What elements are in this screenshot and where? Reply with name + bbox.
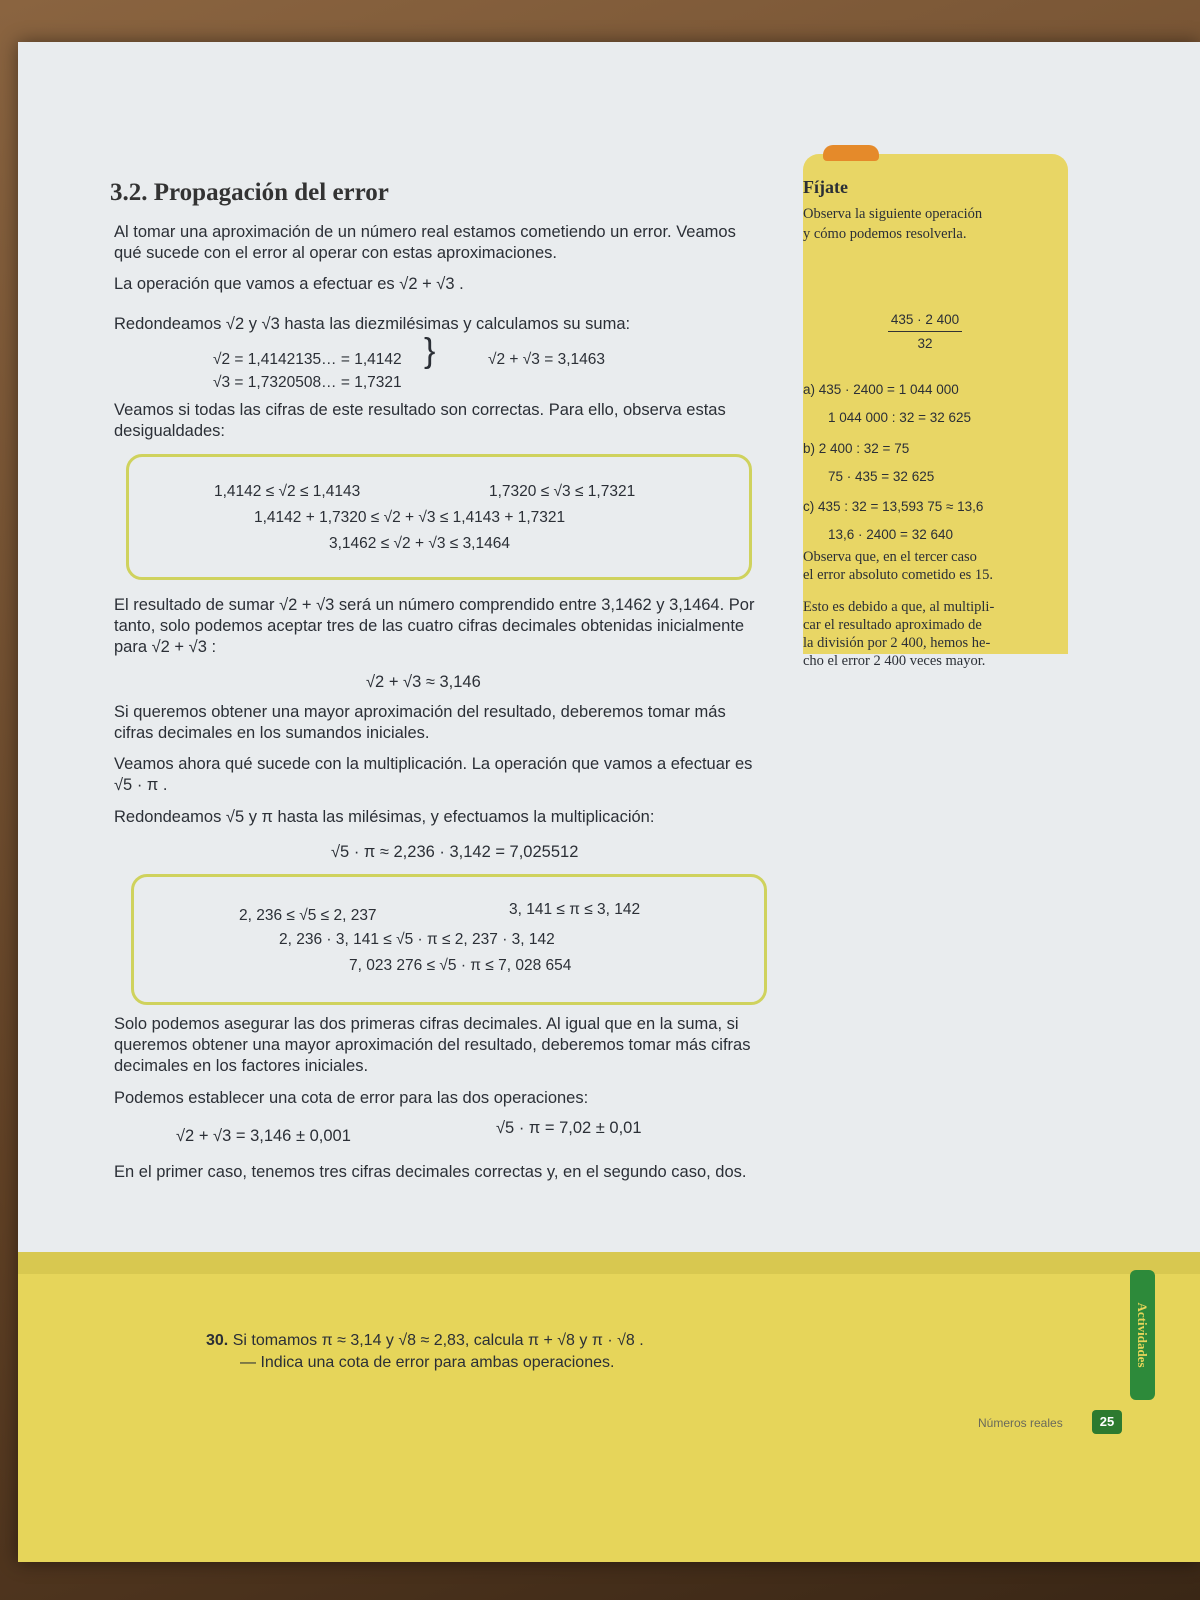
sidebar-fraction: [888, 311, 962, 352]
case-a-line1: a) 435 · 2400 = 1 044 000: [803, 382, 959, 397]
case-b-line1: b) 2 400 : 32 = 75: [803, 441, 910, 456]
inequality-sqrt2: 1,4142 ≤ √2 ≤ 1,4143: [214, 483, 361, 500]
operation-paragraph: La operación que vamos a efectuar es √2 + √3 .: [114, 275, 464, 293]
sum-approximation: √2 + √3 ≈ 3,146: [366, 673, 481, 691]
sqrt3-rounding: √3 = 1,7320508… = 1,7321: [213, 374, 402, 391]
activity-number: 30.: [206, 1332, 229, 1349]
activity-30: [206, 1332, 644, 1350]
case-c-line2: 13,6 · 2400 = 32 640: [828, 527, 953, 542]
case-b-line2: 75 · 435 = 32 625: [828, 469, 935, 484]
product-approximation: √5 · π ≈ 2,236 · 3,142 = 7,025512: [331, 843, 579, 861]
product-error-bound: √5 · π = 7,02 ± 0,01: [496, 1119, 642, 1137]
decimals-paragraph: Solo podemos asegurar las dos primeras cifras decimales. Al igual que en la suma, si queremos obtener una mayor aproximación del resultado, deberemos tomar más cifras decimales en los factores iniciales.: [114, 1015, 751, 1075]
fijate-sidebar: [803, 154, 1068, 669]
activities-tab-label: Actividades: [1135, 1302, 1150, 1368]
multiplication-paragraph: Veamos ahora qué sucede con la multiplicación. La operación que vamos a efectuar es √5 · π .: [114, 755, 753, 794]
inequality-sqrt5: 2, 236 ≤ √5 ≤ 2, 237: [239, 907, 377, 924]
fraction-denominator: 32: [917, 336, 933, 351]
check-paragraph: Veamos si todas las cifras de este resultado son correctas. Para ello, observa estas desigualdades:: [114, 401, 726, 440]
inequality-box-sum: [126, 454, 752, 580]
sidebar-title: Fíjate: [803, 177, 848, 197]
inequality-sqrt3: 1,7320 ≤ √3 ≤ 1,7321: [489, 483, 636, 500]
activity-subtask: — Indica una cota de error para ambas operaciones.: [240, 1354, 615, 1371]
intro-paragraph: Al tomar una aproximación de un número real estamos cometiendo un error. Veamos qué sucede con el error al operar con estas aproximaciones.: [114, 223, 736, 262]
brace: }: [424, 332, 436, 370]
section-title: 3.2. Propagación del error: [110, 179, 389, 206]
rounded-sum: √2 + √3 = 3,1463: [488, 351, 605, 368]
activities-side-tab: [1130, 1270, 1155, 1400]
fraction-numerator: 435 · 2 400: [890, 312, 960, 327]
inequality-sum-result: 3,1462 ≤ √2 + √3 ≤ 3,1464: [329, 535, 510, 552]
activity-text: Si tomamos π ≈ 3,14 y √8 ≈ 2,83, calcula π + √8 y π · √8 .: [232, 1332, 644, 1349]
sidebar-explain-1: Esto es debido a que, al multipli-: [803, 599, 995, 615]
sum-result-paragraph: El resultado de sumar √2 + √3 será un número comprendido entre 3,1462 y 3,1464. Por tanto, solo podemos aceptar tres de las cuatro cifras decimales obtenidas inicialmente para √2 + √3 :: [114, 596, 755, 656]
activities-band: [18, 1252, 1200, 1562]
sidebar-tab-marker: [823, 145, 879, 161]
conclusion-paragraph: En el primer caso, tenemos tres cifras decimales correctas y, en el segundo caso, dos.: [114, 1163, 747, 1181]
sqrt2-rounding: √2 = 1,4142135… = 1,4142: [213, 351, 402, 368]
footer-chapter-label: Números reales: [978, 1416, 1063, 1430]
sidebar-observe-1: Observa que, en el tercer caso: [803, 549, 977, 565]
more-precision-paragraph: Si queremos obtener una mayor aproximación del resultado, deberemos tomar más cifras decimales en los sumandos iniciales.: [114, 703, 726, 742]
error-bound-paragraph: Podemos establecer una cota de error para las dos operaciones:: [114, 1089, 589, 1107]
book-page: [18, 42, 1200, 1562]
sidebar-intro-1: Observa la siguiente operación: [803, 206, 983, 222]
sidebar-observe-2: el error absoluto cometido es 15.: [803, 567, 994, 583]
sidebar-explain-2: car el resultado aproximado de: [803, 617, 982, 633]
case-a-line2: 1 044 000 : 32 = 32 625: [828, 410, 972, 425]
sidebar-explain-3: la división por 2 400, hemos he-: [803, 635, 991, 651]
case-c-line1: c) 435 : 32 = 13,593 75 ≈ 13,6: [803, 499, 984, 514]
rounding-product-paragraph: Redondeamos √5 y π hasta las milésimas, y efectuamos la multiplicación:: [114, 808, 655, 826]
rounding-paragraph: Redondeamos √2 y √3 hasta las diezmilésimas y calculamos su suma:: [114, 315, 631, 333]
sum-error-bound: √2 + √3 = 3,146 ± 0,001: [176, 1127, 351, 1145]
page-number: 25: [1092, 1410, 1122, 1434]
inequality-product-result: 7, 023 276 ≤ √5 · π ≤ 7, 028 654: [349, 957, 572, 974]
inequality-box-product: [131, 874, 767, 1005]
sidebar-intro-2: y cómo podemos resolverla.: [803, 226, 967, 242]
inequality-product-bounds: 2, 236 · 3, 141 ≤ √5 · π ≤ 2, 237 · 3, 142: [279, 931, 555, 948]
inequality-sum-bounds: 1,4142 + 1,7320 ≤ √2 + √3 ≤ 1,4143 + 1,7321: [254, 509, 566, 526]
sidebar-explain-4: cho el error 2 400 veces mayor.: [803, 653, 986, 669]
inequality-pi: 3, 141 ≤ π ≤ 3, 142: [509, 901, 641, 918]
